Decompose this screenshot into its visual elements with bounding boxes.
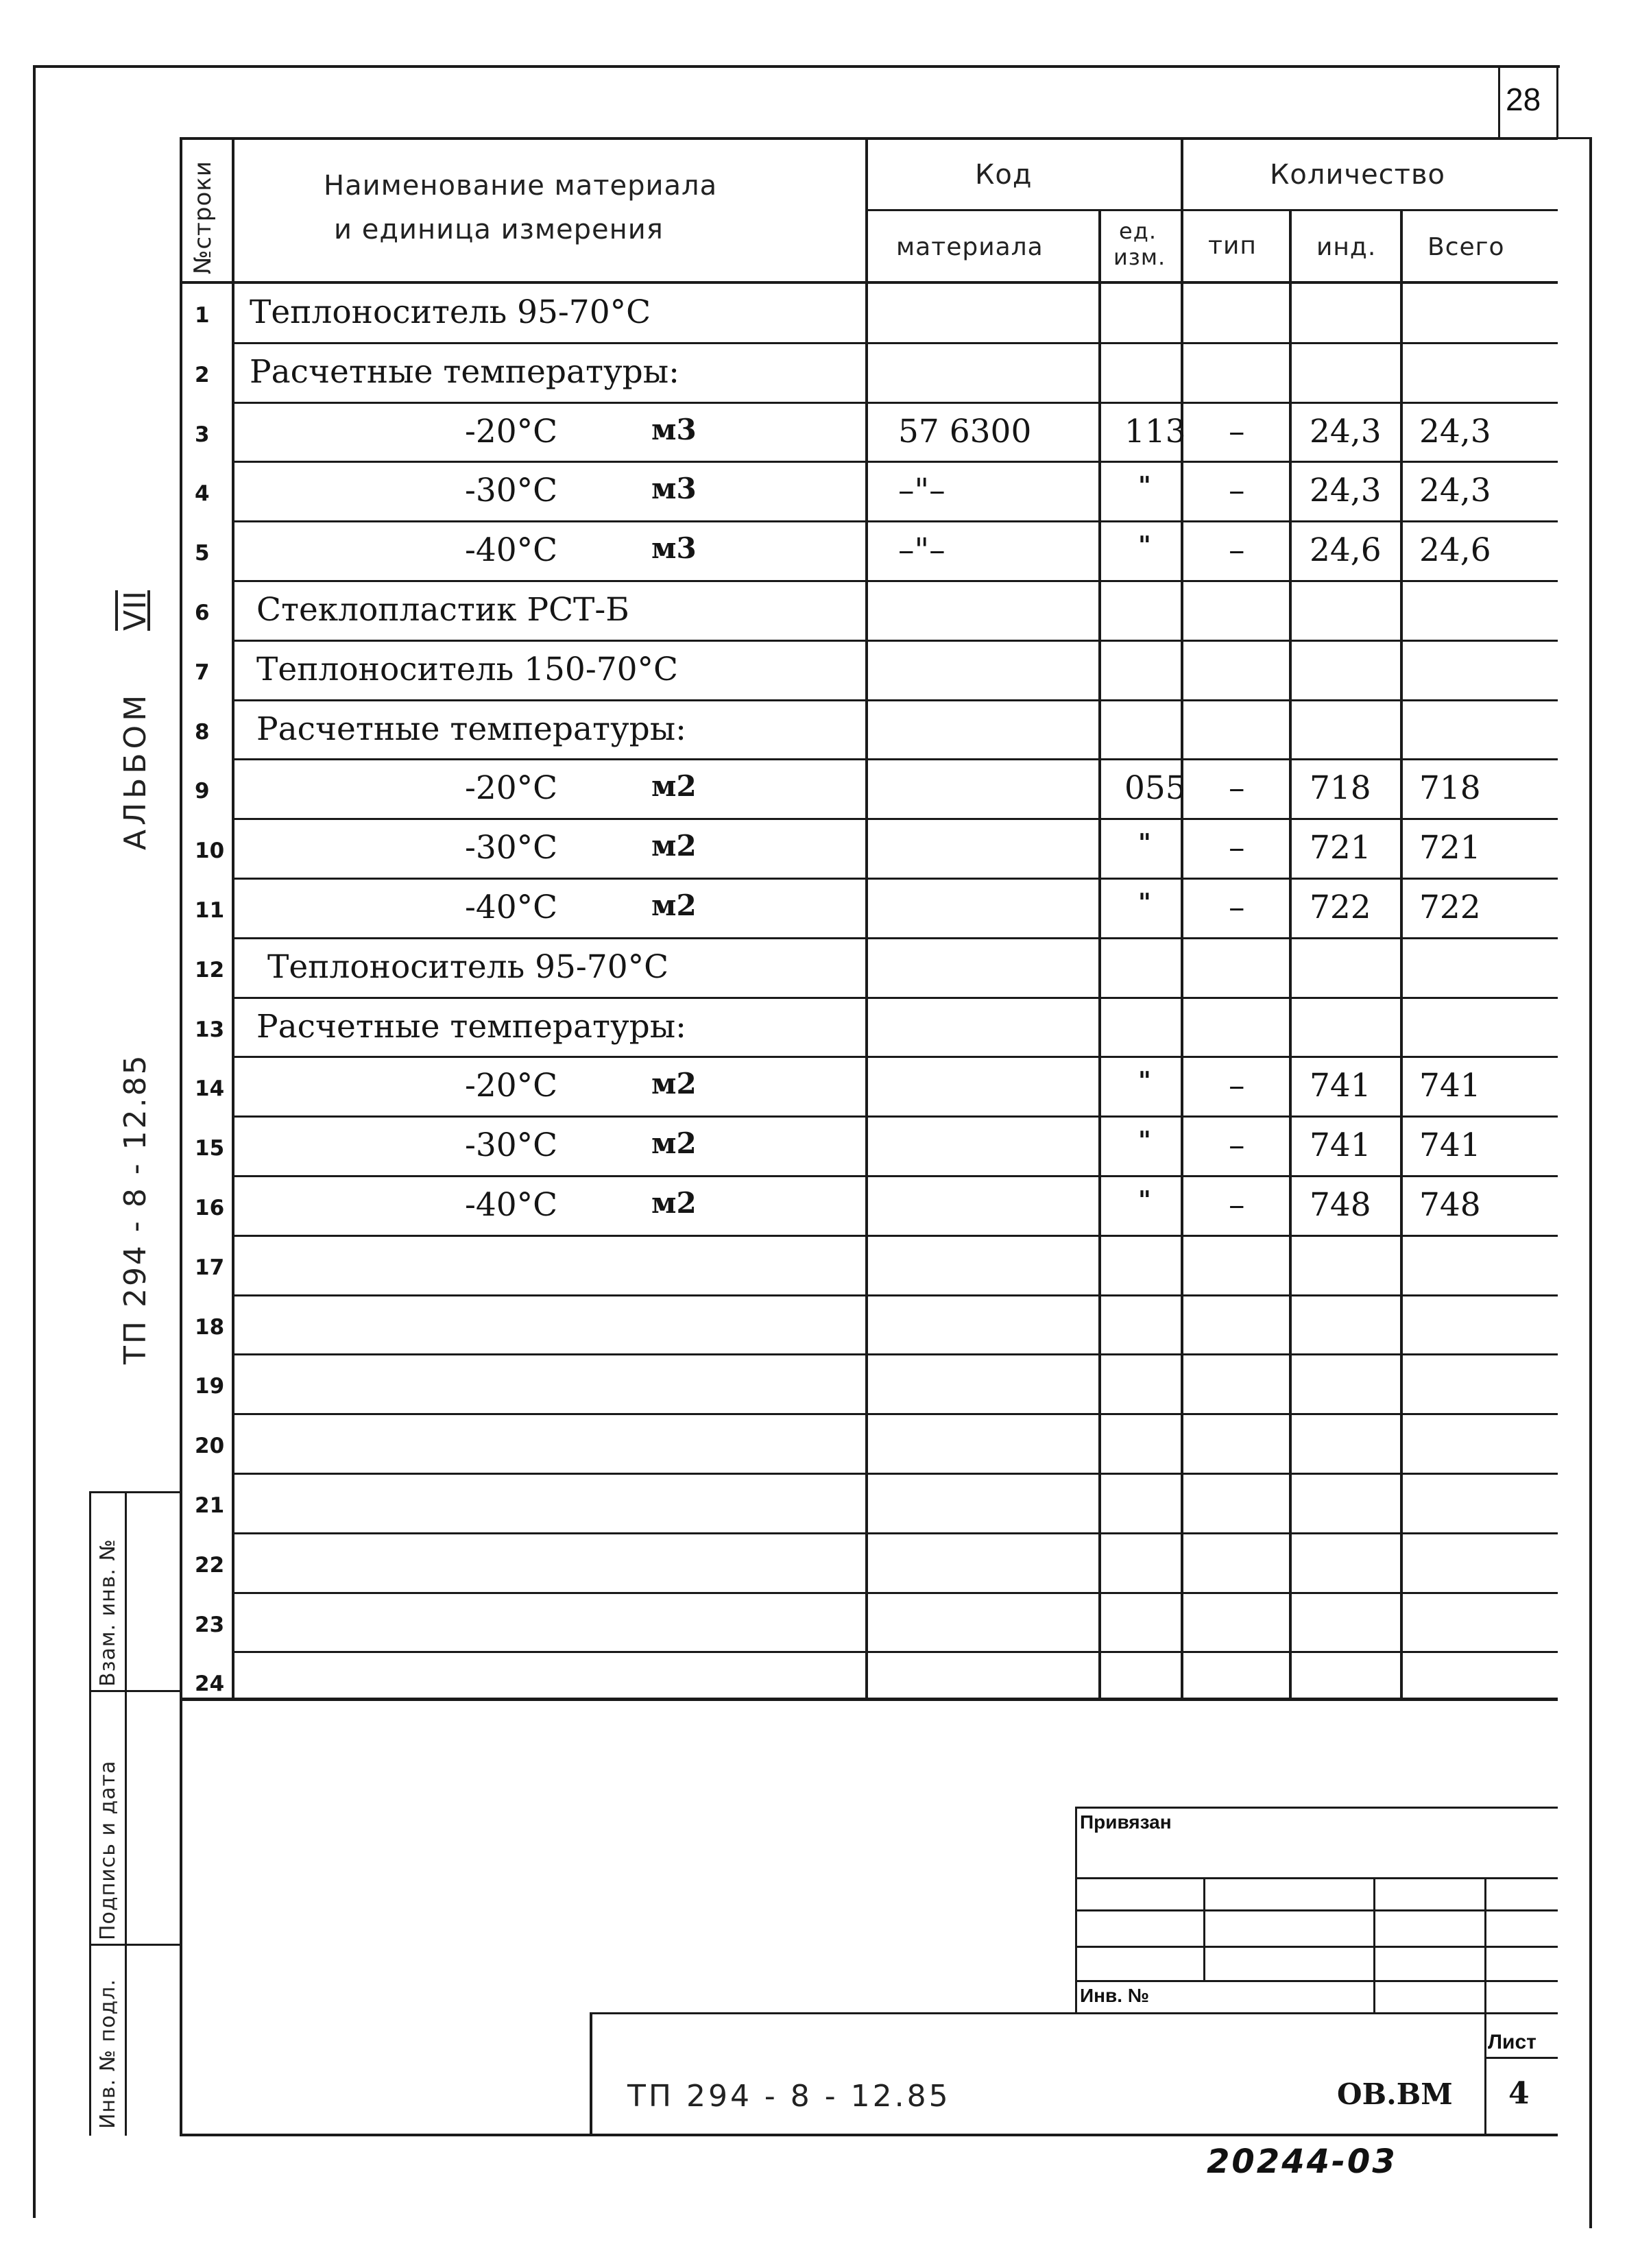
bottom-inventory-number: 20244-03 [1207, 2143, 1397, 2181]
row-type: – [1229, 531, 1245, 570]
table-border-bottom [180, 1698, 1558, 1700]
row-name: Расчетные температуры: [256, 710, 686, 748]
row-unit: м2 [651, 769, 697, 804]
row-name: -40°C [465, 889, 558, 926]
row-number: 5 [195, 541, 210, 566]
row-total: 741 [1419, 1067, 1481, 1105]
row-divider [232, 1592, 1558, 1594]
header-subline [865, 209, 1558, 211]
row-type: – [1229, 1186, 1245, 1224]
row-divider [232, 640, 1558, 642]
col-line-rowno [232, 137, 234, 1700]
sheet-number: 4 [1508, 2076, 1530, 2111]
header-code: Код [975, 159, 1033, 191]
side-tp-number: ТП 294 - 8 - 12.85 [118, 1053, 153, 1364]
row-number: 2 [195, 362, 210, 387]
row-total: 722 [1419, 889, 1481, 926]
table-border-left [180, 137, 182, 1700]
row-number: 13 [195, 1017, 225, 1042]
row-divider [232, 1115, 1558, 1118]
row-unit-code: " [1138, 1067, 1151, 1096]
row-divider [232, 699, 1558, 701]
doc-row-left [590, 2012, 592, 2136]
row-code: –"– [898, 472, 945, 510]
privyazan-line-2 [1075, 1877, 1558, 1879]
page-number-box-left [1498, 65, 1500, 139]
row-divider [232, 1413, 1558, 1415]
row-total: 721 [1419, 829, 1481, 867]
row-unit: м2 [651, 1067, 697, 1101]
row-unit-code: " [1138, 889, 1151, 917]
inv-no-label: Инв. № [1080, 1985, 1150, 2006]
row-divider [232, 1294, 1558, 1296]
side-inv-podl: Инв. № подл. [96, 1979, 120, 2129]
row-type: – [1229, 769, 1245, 808]
doc-row-top [591, 2012, 1558, 2014]
row-divider [232, 997, 1558, 999]
row-unit: м2 [651, 1126, 697, 1161]
row-divider [232, 1532, 1558, 1534]
row-unit-code: 055 [1124, 769, 1186, 808]
row-total: 748 [1419, 1186, 1481, 1224]
header-bottom-line [180, 281, 1558, 284]
row-unit: м3 [651, 412, 697, 446]
row-number: 11 [195, 898, 225, 923]
row-number: 15 [195, 1136, 225, 1161]
privyazan-v1 [1203, 1877, 1205, 1980]
row-divider [232, 1353, 1558, 1355]
row-number: 12 [195, 957, 225, 982]
row-name: -30°C [465, 1126, 558, 1165]
row-divider [232, 402, 1558, 404]
page-number: 28 [1506, 82, 1541, 117]
side-strip-line-3 [89, 1944, 182, 1946]
side-strip-left-border [89, 1491, 91, 2136]
col-line-name [865, 137, 868, 1700]
row-divider [232, 580, 1558, 582]
row-number: 22 [195, 1552, 225, 1578]
row-ind: 24,3 [1310, 412, 1382, 450]
row-divider [232, 878, 1558, 880]
row-number: 4 [195, 481, 210, 507]
row-name: Теплоноситель 95-70°C [267, 948, 669, 986]
row-divider [232, 1651, 1558, 1653]
privyazan-box-top [1075, 1807, 1558, 1809]
row-ind: 741 [1310, 1067, 1371, 1105]
header-name-line2: и единица измерения [334, 214, 664, 245]
row-name: -40°C [465, 531, 558, 570]
header-qty-total: Всего [1427, 233, 1505, 261]
side-album-number: VII [118, 590, 153, 631]
row-divider [232, 1473, 1558, 1475]
row-number: 9 [195, 779, 210, 804]
row-ind: 718 [1310, 769, 1371, 808]
row-name: -30°C [465, 472, 558, 510]
row-unit: м2 [651, 829, 697, 863]
page-number-box-right [1556, 65, 1558, 139]
row-name: -20°C [465, 412, 558, 450]
header-code-material: материала [896, 233, 1044, 261]
side-podpis-data: Подпись и дата [96, 1760, 120, 1940]
row-name: -20°C [465, 1067, 558, 1105]
row-type: – [1229, 829, 1245, 867]
side-vzam-inv: Взам. инв. № [96, 1539, 120, 1687]
row-number: 24 [195, 1672, 225, 1697]
row-divider [232, 1235, 1558, 1237]
row-number: 18 [195, 1314, 225, 1340]
row-total: 718 [1419, 769, 1481, 808]
row-type: – [1229, 412, 1245, 450]
privyazan-label: Привязан [1080, 1811, 1172, 1833]
row-name: -40°C [465, 1186, 558, 1224]
row-code: 57 6300 [898, 412, 1032, 450]
row-name: Расчетные температуры: [250, 352, 679, 391]
material-table [180, 137, 1558, 1700]
header-unit-line1: ед. [1119, 218, 1157, 244]
doc-mark: ОВ.ВМ [1337, 2077, 1453, 2111]
header-qty-type: тип [1208, 232, 1257, 260]
row-code: –"– [898, 531, 945, 570]
sheet-label: Лист [1488, 2031, 1536, 2053]
row-name: Теплоноситель 95-70°C [250, 293, 651, 331]
outer-frame-right [1589, 137, 1592, 2228]
col-line-code [1098, 209, 1101, 1700]
side-strip-line-1 [89, 1491, 182, 1493]
row-number: 19 [195, 1374, 225, 1399]
row-number: 7 [195, 660, 210, 685]
side-album-label: АЛЬБОМ [118, 690, 153, 850]
row-type: – [1229, 889, 1245, 926]
row-unit-code: " [1138, 1186, 1151, 1215]
row-name: Расчетные температуры: [256, 1007, 686, 1046]
row-total: 24,6 [1419, 531, 1491, 570]
row-number: 21 [195, 1493, 225, 1518]
row-number: 6 [195, 601, 210, 625]
doc-code: ТП 294 - 8 - 12.85 [627, 2079, 951, 2114]
table-border-top [180, 137, 1558, 140]
row-name: Теплоноситель 150-70°C [256, 650, 678, 688]
row-divider [232, 461, 1558, 463]
row-unit-code: " [1138, 1126, 1151, 1156]
header-name-line1: Наименование материала [324, 170, 718, 202]
row-name: -20°C [465, 769, 558, 808]
row-type: – [1229, 472, 1245, 510]
row-number: 23 [195, 1612, 225, 1637]
row-unit: м3 [651, 472, 697, 506]
row-unit-code: " [1138, 531, 1151, 561]
row-unit-code: " [1138, 472, 1151, 501]
row-divider [232, 818, 1558, 820]
row-name: -30°C [465, 829, 558, 867]
row-number: 1 [195, 303, 210, 328]
row-unit-code: " [1138, 829, 1151, 858]
header-unit-line2: изм. [1113, 244, 1166, 270]
row-type: – [1229, 1067, 1245, 1105]
row-ind: 722 [1310, 889, 1371, 926]
header-quantity: Количество [1270, 159, 1446, 191]
outer-frame-left [33, 65, 36, 2218]
row-number: 20 [195, 1434, 225, 1459]
row-divider [232, 342, 1558, 344]
row-number: 14 [195, 1076, 225, 1102]
header-qty-ind: инд. [1316, 233, 1377, 261]
row-divider [232, 1175, 1558, 1177]
privyazan-v3 [1484, 1877, 1486, 2136]
row-unit: м3 [651, 531, 697, 566]
side-strip-divider [125, 1491, 127, 2136]
row-name: Стеклопластик РСТ-Б [256, 591, 629, 629]
row-divider [232, 758, 1558, 760]
row-ind: 24,3 [1310, 472, 1382, 510]
col-line-type [1289, 209, 1292, 1700]
row-number: 16 [195, 1196, 225, 1220]
row-total: 741 [1419, 1126, 1481, 1165]
privyazan-box-left [1075, 1807, 1077, 2012]
privyazan-line-3 [1075, 1909, 1558, 1911]
row-total: 24,3 [1419, 472, 1491, 510]
sheet-label-line [1484, 2057, 1558, 2059]
row-number: 8 [195, 719, 210, 745]
privyazan-line-4 [1075, 1946, 1558, 1948]
row-ind: 721 [1310, 829, 1371, 867]
header-row-number: №строки [189, 160, 217, 274]
row-ind: 741 [1310, 1126, 1371, 1165]
row-unit: м2 [651, 889, 697, 922]
row-divider [232, 937, 1558, 939]
side-strip-line-2 [89, 1690, 182, 1692]
outer-frame-top [34, 65, 1560, 68]
row-total: 24,3 [1419, 412, 1491, 450]
row-number: 3 [195, 422, 210, 447]
row-ind: 24,6 [1310, 531, 1382, 570]
privyazan-line-5 [1075, 1980, 1558, 1982]
row-unit: м2 [651, 1186, 697, 1220]
col-line-unit [1181, 137, 1183, 1700]
privyazan-v2 [1373, 1877, 1375, 2012]
stamp-bottom-line [180, 2134, 1558, 2136]
row-unit-code: 113 [1124, 412, 1186, 450]
row-number: 10 [195, 839, 225, 864]
row-ind: 748 [1310, 1186, 1371, 1224]
row-divider [232, 1056, 1558, 1058]
row-type: – [1229, 1126, 1245, 1165]
col-line-ind [1400, 209, 1403, 1700]
row-number: 17 [195, 1255, 225, 1280]
row-divider [232, 520, 1558, 522]
